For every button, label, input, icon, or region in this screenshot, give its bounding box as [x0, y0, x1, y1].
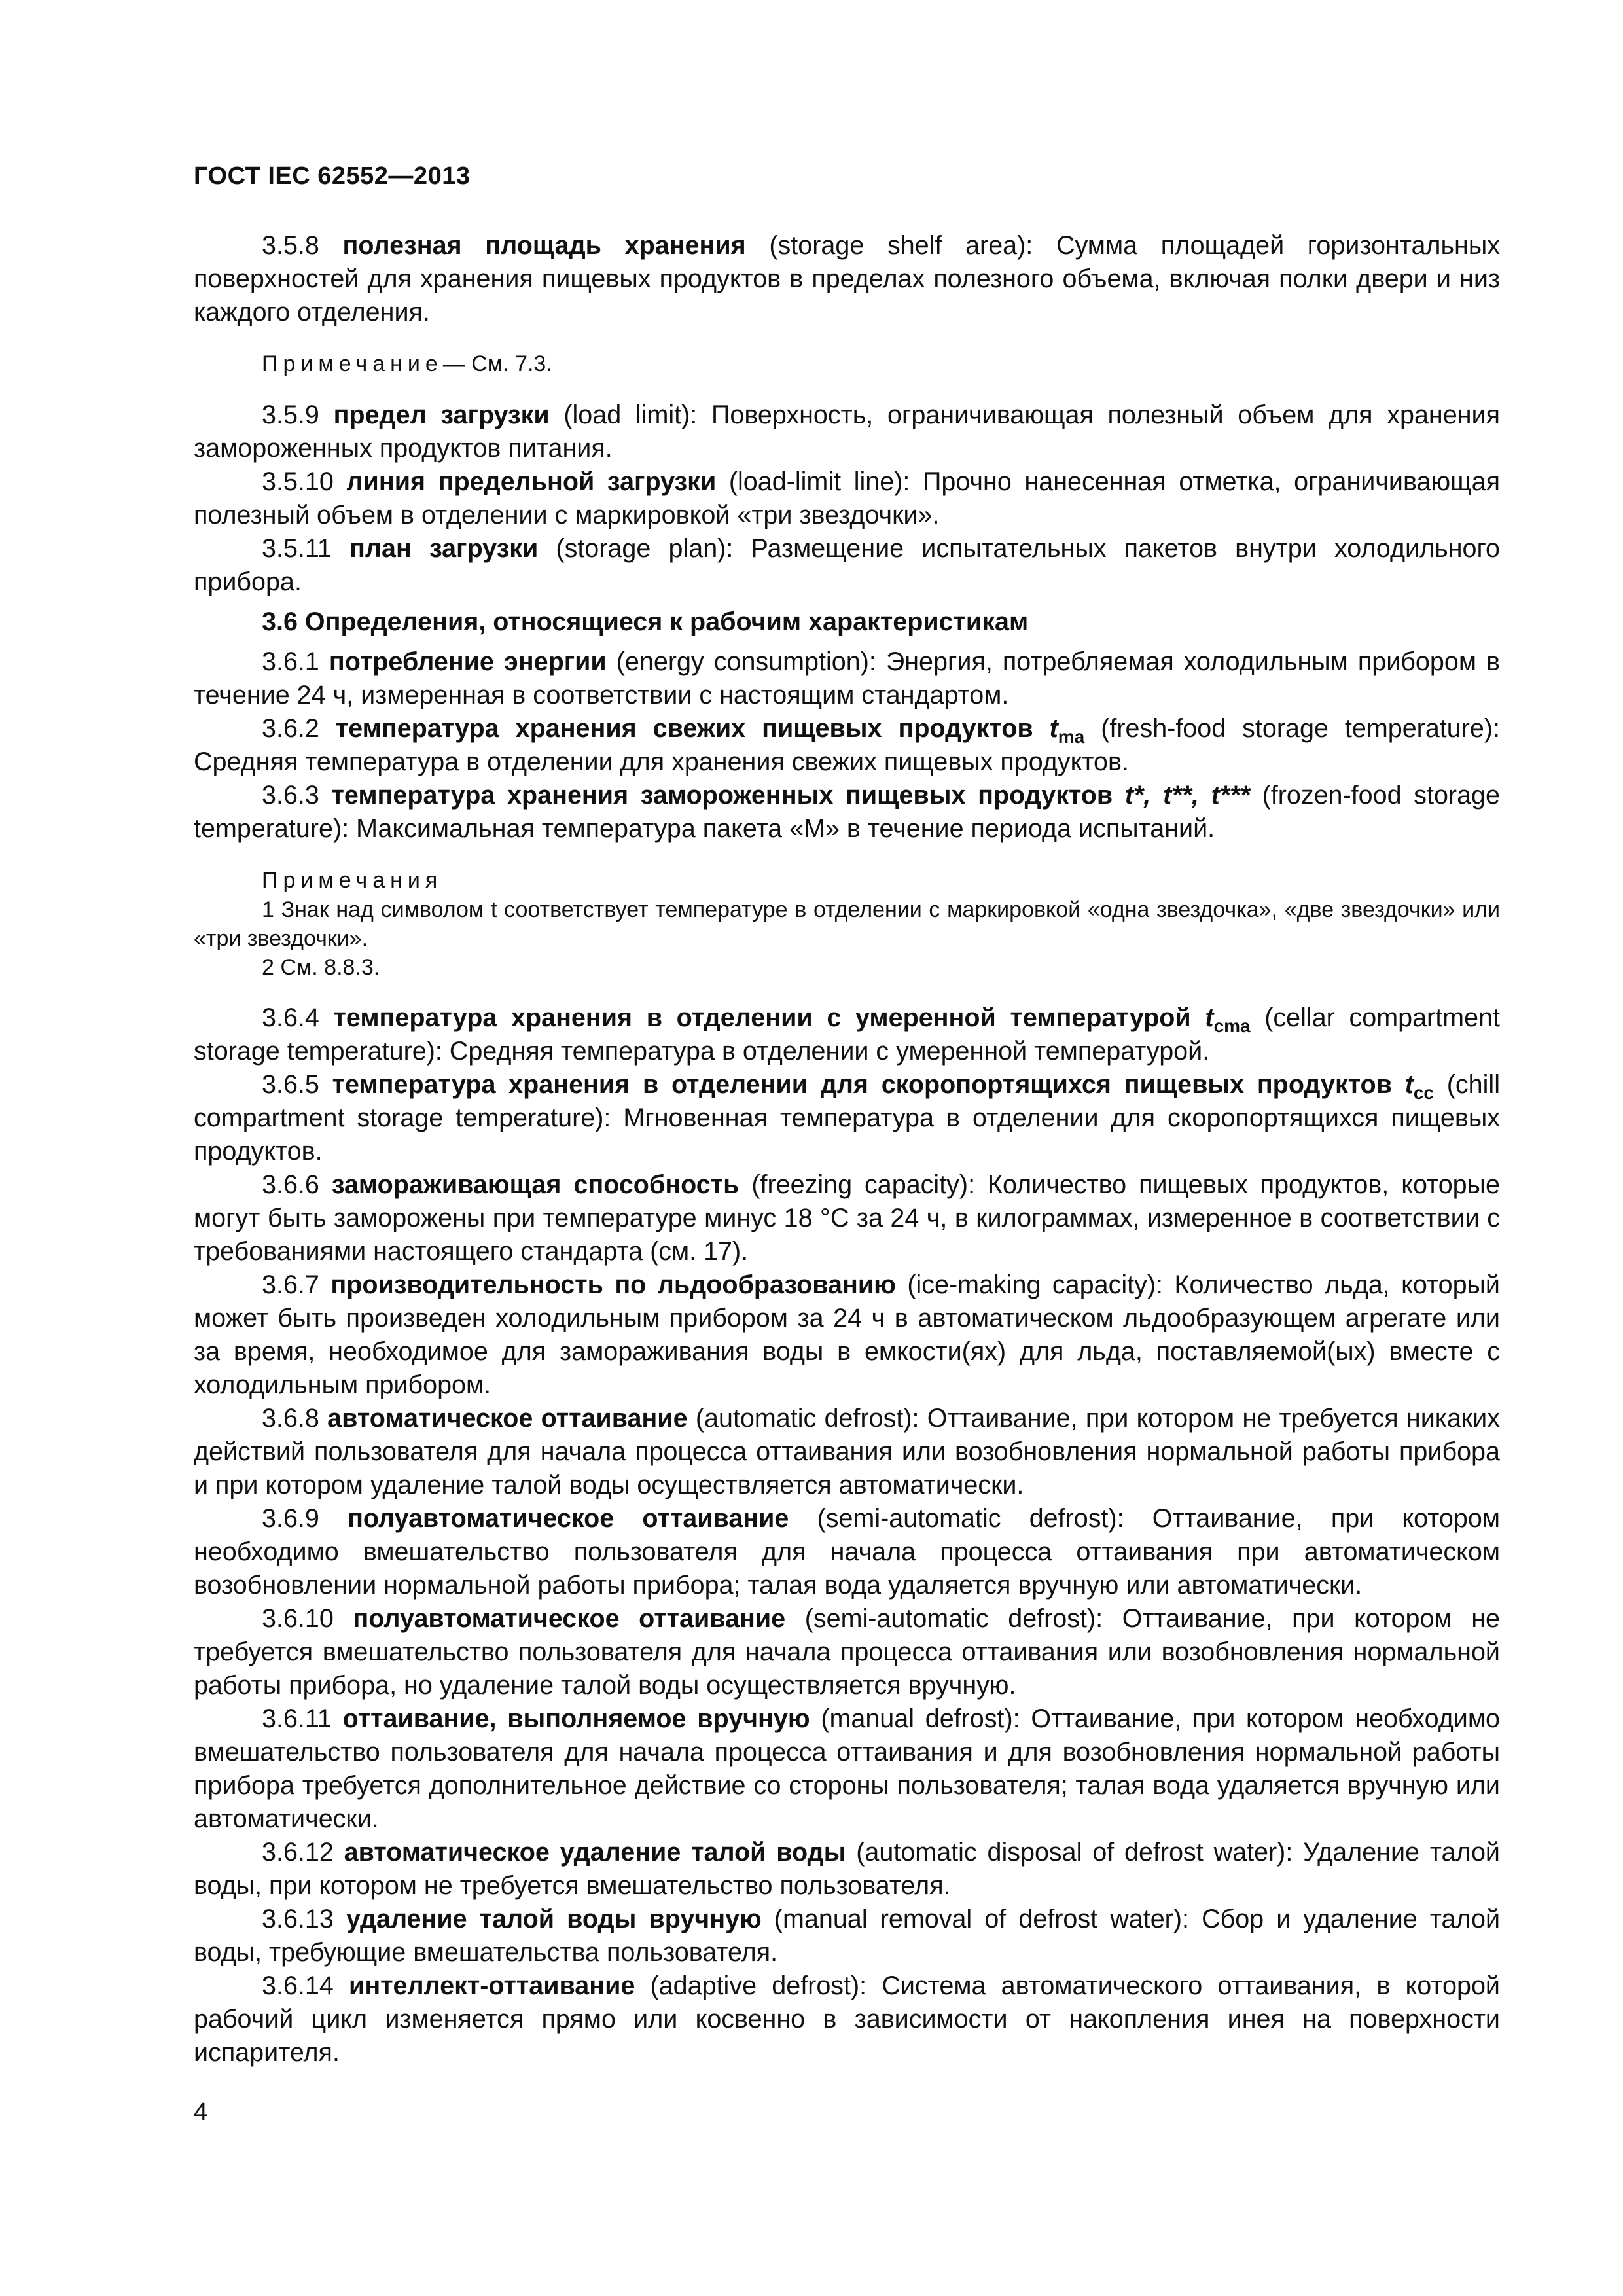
definition-text: (freezing capacity): Количество пищевых продуктов, которые могут быть заморожены при температуре минус 18 °С за 24 ч, в килограммах, измеренное в соответствии с требованиями настоящего стандарта (см. 17).	[194, 1170, 1500, 1266]
definition-3-6-1	[194, 645, 1500, 712]
note-label: Примечание	[262, 351, 443, 376]
clause-number: 3.5.11	[262, 534, 332, 563]
definition-text: (frozen-food storage temperature): Максимальная температура пакета «М» в течение периода испытаний.	[194, 781, 1500, 843]
definition-3-6-3	[194, 779, 1500, 846]
clause-number: 3.6.6	[262, 1170, 319, 1199]
clause-number: 3.6.2	[262, 714, 319, 743]
note-1: 1 Знак над символом t соответствует температуре в отделении с маркировкой «одна звездочка», «две звездочки» или «три звездочки».	[194, 897, 1500, 951]
term: замораживающая способность	[331, 1170, 740, 1199]
page-number: 4	[194, 2098, 208, 2126]
definition-text: (ice-making capacity): Количество льда, который может быть произведен холодильным прибором за 24 ч в автоматическом льдообразующем агрегате или за время, необходимое для замораживания воды в емкости(ях) для льда, поставляемой(ых) вместе с холодильным прибором.	[194, 1270, 1500, 1399]
clause-number: 3.6.4	[262, 1003, 319, 1032]
definition-3-6-10	[194, 1602, 1500, 1702]
term: полуавтоматическое оттаивание	[348, 1504, 789, 1533]
definition-3-5-11	[194, 532, 1500, 599]
term: производительность по льдообразованию	[330, 1270, 896, 1299]
definition-text: (cellar compartment storage temperature): Средняя температура в отделении с умеренной температурой.	[194, 1003, 1500, 1066]
clause-number: 3.6.3	[262, 781, 319, 810]
section-heading-3-6: 3.6 Определения, относящиеся к рабочим характеристикам	[262, 607, 1029, 636]
definition-3-6-14	[194, 1969, 1500, 2070]
definition-3-6-12	[194, 1836, 1500, 1903]
symbol: t*, t**, t***	[1124, 781, 1250, 810]
term: удаление талой воды вручную	[346, 1905, 762, 1933]
symbol-subscript: ma	[1058, 726, 1085, 747]
definition-3-6-4	[194, 1001, 1500, 1068]
term: автоматическое оттаивание	[327, 1404, 688, 1433]
term: линия предельной загрузки	[346, 467, 717, 496]
definition-3-6-13	[194, 1903, 1500, 1969]
definition-text: (load-limit line): Прочно нанесенная отметка, ограничивающая полезный объем в отделении с маркировкой «три звездочки».	[194, 467, 1500, 529]
document-body	[194, 229, 1500, 2070]
clause-number: 3.6.13	[262, 1905, 334, 1933]
definition-text: (fresh-food storage temperature): Средняя температура в отделении для хранения свежих пищевых продуктов.	[194, 714, 1500, 776]
definition-text: (manual defrost): Оттаивание, при котором необходимо вмешательство пользователя для начала процесса оттаивания и для возобновления нормальной работы прибора требуется дополнительное действие со стороны пользователя; талая вода удаляется вручную или автоматически.	[194, 1704, 1500, 1833]
definition-text: (storage shelf area): Сумма площадей горизонтальных поверхностей для хранения пищевых продуктов в пределах полезного объема, включая полки двери и низ каждого отделения.	[194, 231, 1500, 327]
term: план загрузки	[349, 534, 539, 563]
symbol: t	[1404, 1070, 1414, 1099]
note-text: — См. 7.3.	[442, 351, 552, 376]
definition-3-5-8	[194, 229, 1500, 329]
note-7-3	[194, 349, 1500, 379]
definition-text: (automatic disposal of defrost water): Удаление талой воды, при котором не требуется вмешательство пользователя.	[194, 1838, 1500, 1900]
definition-text: (semi-automatic defrost): Оттаивание, при котором необходимо вмешательство пользователя для начала процесса оттаивания при автоматическом возобновлении нормальной работы прибора; талая вода удаляется вручную или автоматически.	[194, 1504, 1500, 1600]
definition-3-6-2	[194, 712, 1500, 779]
symbol-subscript: cma	[1213, 1016, 1251, 1036]
clause-number: 3.6.11	[262, 1704, 332, 1733]
definition-3-5-10	[194, 465, 1500, 532]
clause-number: 3.6.7	[262, 1270, 319, 1299]
clause-number: 3.6.14	[262, 1971, 334, 2000]
term: автоматическое удаление талой воды	[344, 1838, 846, 1867]
standard-header: ГОСТ IEC 62552—2013	[194, 162, 471, 190]
note-2: 2 См. 8.8.3.	[262, 955, 380, 980]
definition-3-6-11	[194, 1702, 1500, 1836]
clause-number: 3.6.1	[262, 647, 319, 676]
definition-3-6-7	[194, 1268, 1500, 1402]
symbol: t	[1205, 1003, 1214, 1032]
term: предел загрузки	[333, 401, 550, 429]
term: оттаивание, выполняемое вручную	[342, 1704, 810, 1733]
definition-text: (energy consumption): Энергия, потребляемая холодильным прибором в течение 24 ч, измеренная в соответствии с настоящим стандартом.	[194, 647, 1501, 709]
clause-number: 3.5.10	[262, 467, 334, 496]
definition-text: (chill compartment storage temperature): Мгновенная температура в отделении для скоропортящихся пищевых продуктов.	[194, 1070, 1500, 1166]
definition-3-6-5	[194, 1068, 1500, 1168]
term: температура хранения в отделении с умеренной температурой	[333, 1003, 1191, 1032]
term: потребление энергии	[329, 647, 607, 676]
term: температура хранения в отделении для скоропортящихся пищевых продуктов	[332, 1070, 1392, 1099]
definition-text: (adaptive defrost): Система автоматического оттаивания, в которой рабочий цикл изменяется прямо или косвенно в зависимости от накопления инея на поверхности испарителя.	[194, 1971, 1500, 2067]
definition-text: (semi-automatic defrost): Оттаивание, при котором не требуется вмешательство пользователя для начала процесса оттаивания или возобновления нормальной работы прибора, но удаление талой воды осуществляется вручную.	[194, 1604, 1501, 1700]
clause-number: 3.6.12	[262, 1838, 334, 1867]
clause-number: 3.6.8	[262, 1404, 319, 1433]
clause-number: 3.5.8	[262, 231, 319, 260]
term: полуавтоматическое оттаивание	[353, 1604, 786, 1633]
definition-3-6-8	[194, 1402, 1500, 1502]
definition-text: (load limit): Поверхность, ограничивающая полезный объем для хранения замороженных продуктов питания.	[194, 401, 1500, 463]
definition-3-6-6	[194, 1168, 1500, 1268]
definition-3-5-9	[194, 399, 1500, 465]
symbol-subscript: cc	[1413, 1083, 1435, 1103]
term: температура хранения замороженных пищевых продуктов	[331, 781, 1113, 810]
clause-number: 3.6.10	[262, 1604, 334, 1633]
definition-3-6-9	[194, 1502, 1500, 1602]
definition-text: (storage plan): Размещение испытательных пакетов внутри холодильного прибора.	[194, 534, 1500, 596]
term: температура хранения свежих пищевых продуктов	[335, 714, 1033, 743]
term: полезная площадь хранения	[342, 231, 746, 260]
term: интеллект-оттаивание	[349, 1971, 635, 2000]
clause-number: 3.5.9	[262, 401, 319, 429]
clause-number: 3.6.5	[262, 1070, 319, 1099]
definition-text: (manual removal of defrost water): Сбор и удаление талой воды, требующие вмешательства пользователя.	[194, 1905, 1501, 1967]
definition-text: (automatic defrost): Оттаивание, при котором не требуется никаких действий пользователя для начала процесса оттаивания или возобновления нормальной работы прибора и при котором удаление талой воды осуществляется автоматически.	[194, 1404, 1500, 1499]
symbol: t	[1049, 714, 1058, 743]
clause-number: 3.6.9	[262, 1504, 319, 1533]
notes-label: Примечания	[262, 868, 443, 893]
